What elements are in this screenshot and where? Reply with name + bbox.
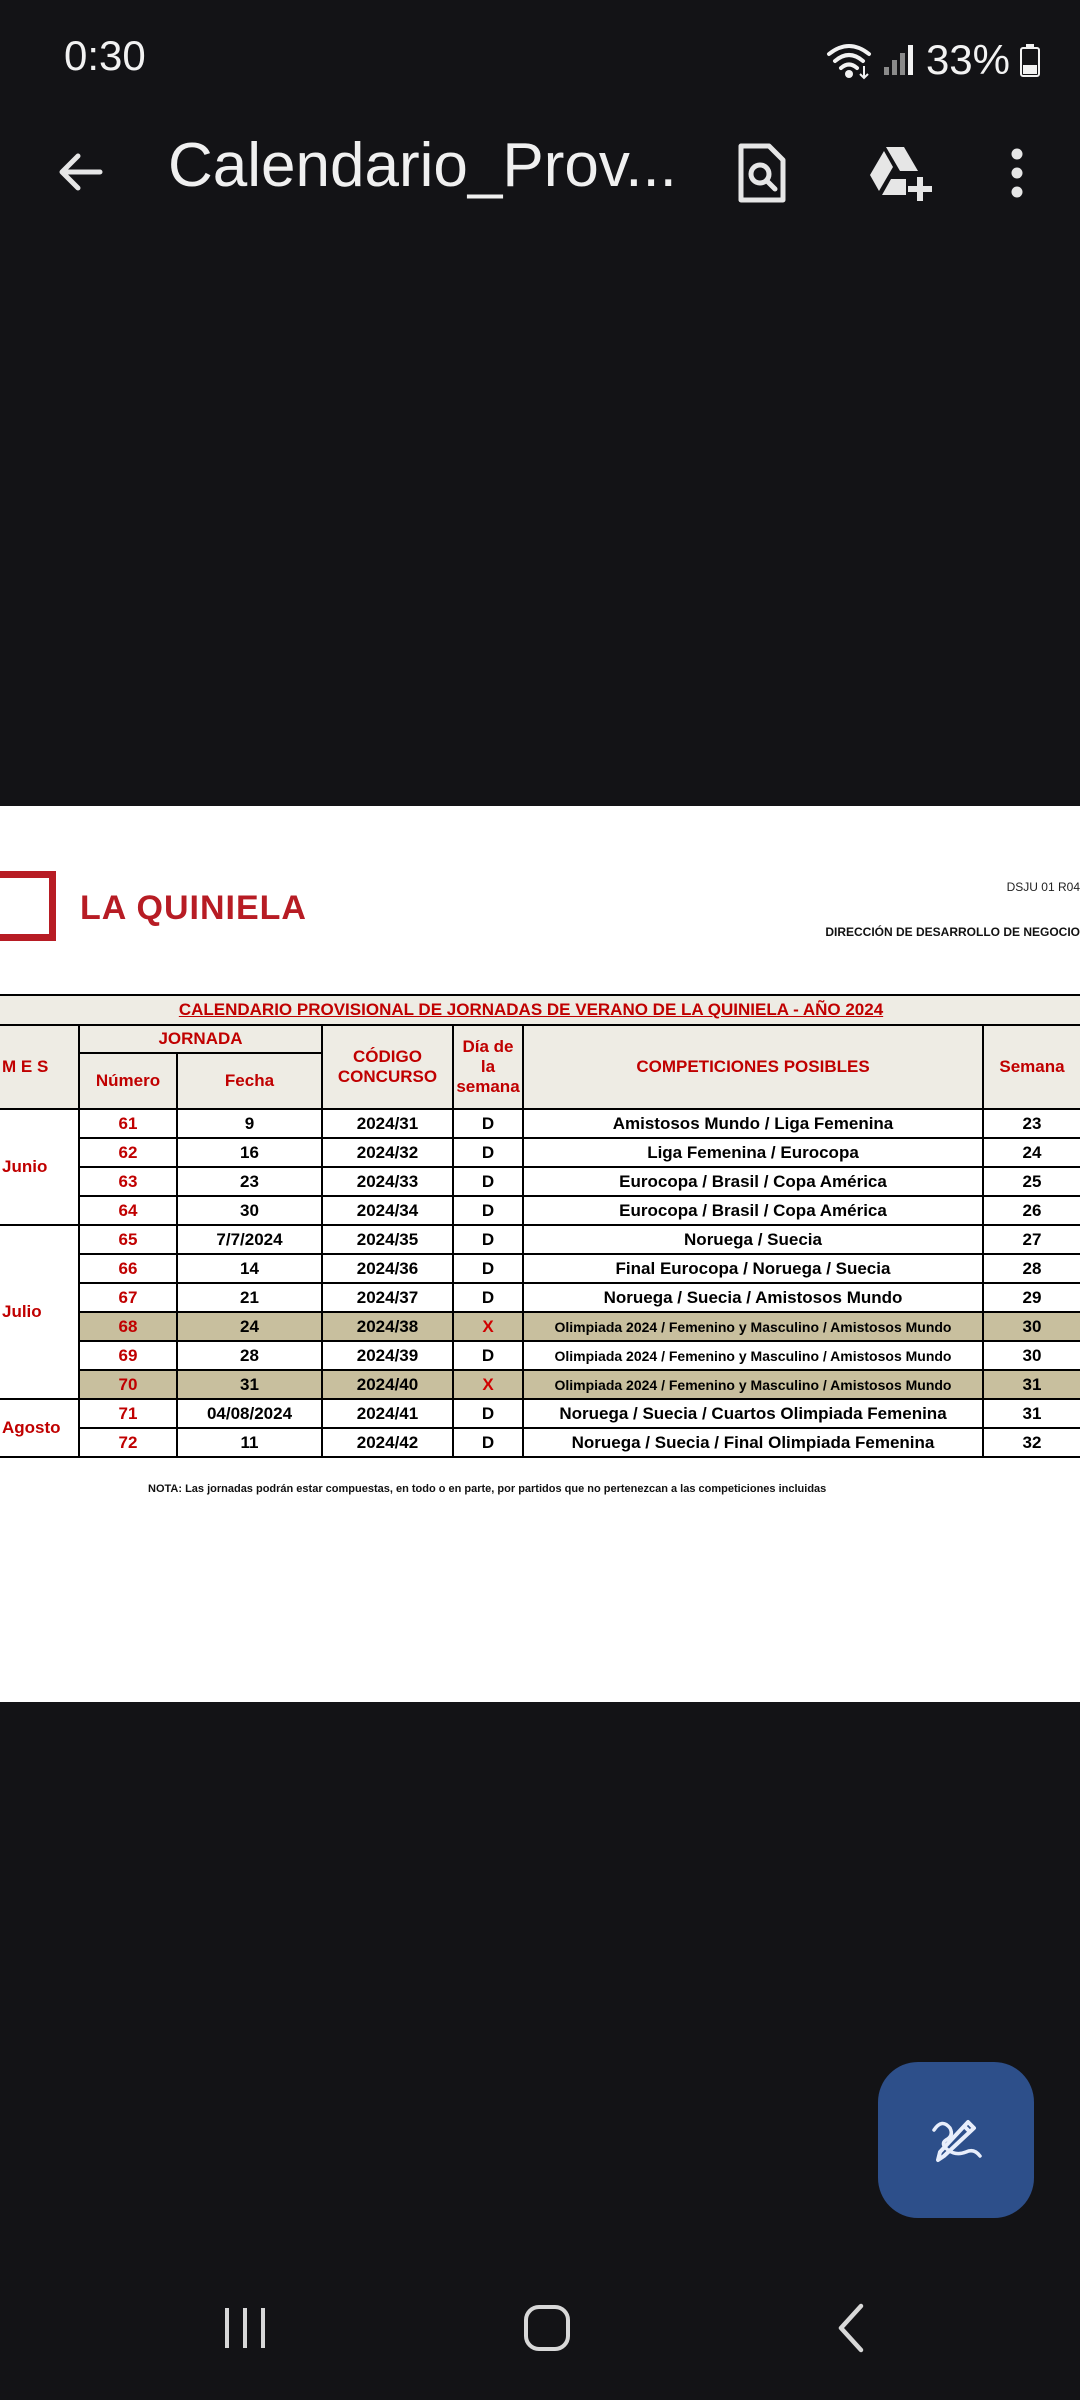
header-competiciones: COMPETICIONES POSIBLES [523,1025,983,1109]
header-jornada: JORNADA [79,1025,322,1053]
table-row [0,1341,1080,1370]
row-numero: 66 [79,1254,177,1283]
drive-add-icon [866,143,932,208]
logo-text: LA QUINIELA [80,889,307,927]
header-codigo: CÓDIGO CONCURSO [322,1025,453,1109]
edit-fab-button[interactable] [878,2062,1034,2218]
row-competiciones: Noruega / Suecia / Cuartos Olimpiada Femenina [523,1399,983,1428]
nav-back-icon [833,2302,869,2359]
row-codigo: 2024/36 [322,1254,453,1283]
row-numero: 67 [79,1283,177,1312]
row-fecha: 04/08/2024 [177,1399,322,1428]
header-numero: Número [79,1053,177,1109]
row-fecha: 9 [177,1109,322,1138]
add-to-drive-button[interactable] [854,130,944,220]
row-competiciones: Liga Femenina / Eurocopa [523,1138,983,1167]
row-fecha: 16 [177,1138,322,1167]
calendar-table-wrap [0,994,1080,1458]
row-semana: 29 [983,1283,1080,1312]
row-dia: D [453,1225,523,1254]
row-dia: D [453,1167,523,1196]
home-icon [522,2303,572,2358]
row-fecha: 14 [177,1254,322,1283]
row-semana: 32 [983,1428,1080,1457]
row-fecha: 11 [177,1428,322,1457]
row-dia: D [453,1109,523,1138]
row-semana: 23 [983,1109,1080,1138]
signal-icon [882,43,916,77]
row-competiciones: Final Eurocopa / Noruega / Suecia [523,1254,983,1283]
row-dia: D [453,1283,523,1312]
table-row [0,1196,1080,1225]
row-competiciones: Noruega / Suecia [523,1225,983,1254]
battery-icon [1020,43,1040,77]
row-codigo: 2024/37 [322,1283,453,1312]
table-row-highlighted [0,1312,1080,1341]
table-row [0,1225,1080,1254]
battery-percent: 33% [925,36,1010,83]
table-row [0,1399,1080,1428]
table-row [0,1428,1080,1457]
document-code: DSJU 01 R04 [1006,880,1080,894]
header-dia: Día de la semana [453,1025,523,1109]
row-dia: X [453,1312,523,1341]
row-codigo: 2024/34 [322,1196,453,1225]
row-dia: D [453,1196,523,1225]
row-numero: 65 [79,1225,177,1254]
month-cell: Julio [0,1225,79,1399]
row-numero: 70 [79,1370,177,1399]
row-numero: 71 [79,1399,177,1428]
row-codigo: 2024/42 [322,1428,453,1457]
row-semana: 27 [983,1225,1080,1254]
row-semana: 26 [983,1196,1080,1225]
back-button[interactable] [40,134,120,214]
search-document-icon [735,142,791,209]
month-cell: Agosto [0,1399,79,1457]
table-row [0,1254,1080,1283]
row-fecha: 21 [177,1283,322,1312]
recent-apps-icon [222,2306,268,2355]
row-codigo: 2024/35 [322,1225,453,1254]
row-numero: 68 [79,1312,177,1341]
app-bar [0,120,1080,220]
department-name: DIRECCIÓN DE DESARROLLO DE NEGOCIO [825,925,1080,939]
header-semana: Semana [983,1025,1080,1109]
header-fecha: Fecha [177,1053,322,1109]
home-button[interactable] [492,2290,602,2370]
row-competiciones: Noruega / Suecia / Final Olimpiada Femenina [523,1428,983,1457]
row-codigo: 2024/39 [322,1341,453,1370]
row-numero: 64 [79,1196,177,1225]
more-vert-icon [1010,147,1024,204]
row-semana: 31 [983,1370,1080,1399]
month-cell: Junio [0,1109,79,1225]
row-dia: D [453,1428,523,1457]
row-dia: D [453,1399,523,1428]
document-title: Calendario_Prov... [168,131,677,200]
la-quiniela-logo [0,861,320,951]
row-semana: 30 [983,1312,1080,1341]
search-in-document-button[interactable] [718,130,808,220]
row-dia: D [453,1138,523,1167]
row-codigo: 2024/40 [322,1370,453,1399]
row-dia: X [453,1370,523,1399]
logo-mark [0,871,56,941]
table-note: NOTA: Las jornadas podrán estar compuestas, en todo o en parte, por partidos que no pertenezcan a las competiciones incluidas [148,1483,827,1495]
row-fecha: 31 [177,1370,322,1399]
row-codigo: 2024/31 [322,1109,453,1138]
row-fecha: 7/7/2024 [177,1225,322,1254]
row-competiciones: Olimpiada 2024 / Femenino y Masculino / Amistosos Mundo [523,1370,983,1399]
row-semana: 25 [983,1167,1080,1196]
table-row [0,1138,1080,1167]
row-dia: D [453,1341,523,1370]
navigation-bar [0,2260,1080,2400]
row-numero: 61 [79,1109,177,1138]
row-numero: 63 [79,1167,177,1196]
row-semana: 28 [983,1254,1080,1283]
row-codigo: 2024/38 [322,1312,453,1341]
row-dia: D [453,1254,523,1283]
row-competiciones: Olimpiada 2024 / Femenino y Masculino / Amistosos Mundo [523,1312,983,1341]
row-codigo: 2024/33 [322,1167,453,1196]
wifi-icon [826,40,872,80]
table-row [0,1167,1080,1196]
row-semana: 24 [983,1138,1080,1167]
row-numero: 69 [79,1341,177,1370]
status-icons [826,32,1040,88]
row-competiciones: Eurocopa / Brasil / Copa América [523,1167,983,1196]
row-numero: 62 [79,1138,177,1167]
table-row [0,1283,1080,1312]
row-codigo: 2024/32 [322,1138,453,1167]
row-competiciones: Noruega / Suecia / Amistosos Mundo [523,1283,983,1312]
row-fecha: 24 [177,1312,322,1341]
table-row [0,1109,1080,1138]
row-competiciones: Olimpiada 2024 / Femenino y Masculino / Amistosos Mundo [523,1341,983,1370]
row-fecha: 30 [177,1196,322,1225]
row-codigo: 2024/41 [322,1399,453,1428]
recent-apps-button[interactable] [190,2290,300,2370]
edit-pen-icon [924,2106,988,2175]
row-fecha: 28 [177,1341,322,1370]
row-semana: 31 [983,1399,1080,1428]
status-bar [0,0,1080,120]
row-competiciones: Eurocopa / Brasil / Copa América [523,1196,983,1225]
header-mes: M E S [0,1025,79,1109]
system-back-button[interactable] [796,2290,906,2370]
row-semana: 30 [983,1341,1080,1370]
back-arrow-icon [54,146,106,203]
table-row-highlighted [0,1370,1080,1399]
document-page [0,806,1080,1702]
row-fecha: 23 [177,1167,322,1196]
calendar-table [0,994,1080,1458]
more-options-button[interactable] [972,130,1062,220]
table-title: CALENDARIO PROVISIONAL DE JORNADAS DE VERANO DE LA QUINIELA - AÑO 2024 [0,995,1080,1025]
row-competiciones: Amistosos Mundo / Liga Femenina [523,1109,983,1138]
row-numero: 72 [79,1428,177,1457]
status-time: 0:30 [64,32,146,79]
